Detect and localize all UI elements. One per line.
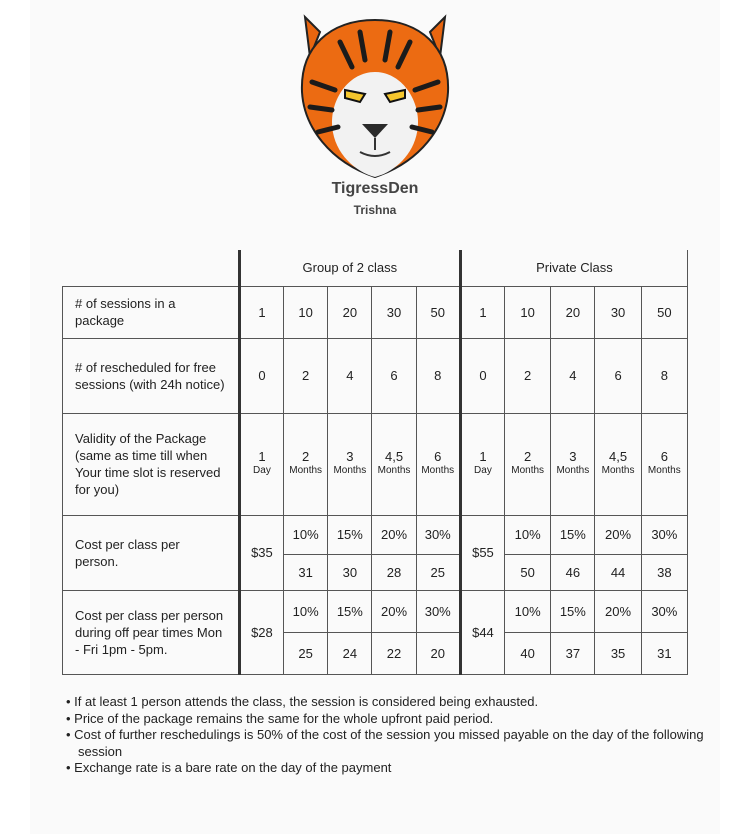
table-cell: 2 <box>505 338 551 413</box>
table-cell: 2 Months <box>505 413 551 515</box>
price-cell: 44 <box>595 554 641 590</box>
price-cell: 46 <box>551 554 595 590</box>
table-cell: 2 Months <box>284 413 328 515</box>
table-cell: 1 <box>239 286 283 338</box>
price-cell: 28 <box>372 554 416 590</box>
row-label: Cost per class per person. <box>63 515 240 590</box>
notes-list <box>66 694 706 777</box>
discount-cell: 20% <box>595 515 641 554</box>
table-cell: 8 <box>641 338 687 413</box>
row-label: Cost per class per person during off pear times Mon - Fri 1pm - 5pm. <box>63 590 240 674</box>
table-cell: 20 <box>328 286 372 338</box>
discount-cell: 20% <box>595 590 641 632</box>
tiger-head-icon <box>290 12 460 182</box>
discount-cell: 15% <box>328 590 372 632</box>
brand-name: TigressDen <box>331 180 419 197</box>
note-item: • Exchange rate is a bare rate on the day of the payment <box>66 760 392 775</box>
price-cell: 22 <box>372 632 416 674</box>
discount-cell: 10% <box>505 590 551 632</box>
base-price-cell: $44 <box>460 590 504 674</box>
table-cell: 6 <box>372 338 416 413</box>
price-cell: 38 <box>641 554 687 590</box>
price-cell: 20 <box>416 632 460 674</box>
table-cell: 0 <box>239 338 283 413</box>
discount-cell: 20% <box>372 590 416 632</box>
header-blank <box>63 250 240 286</box>
discount-cell: 15% <box>551 590 595 632</box>
price-cell: 31 <box>284 554 328 590</box>
table-cell: 20 <box>551 286 595 338</box>
price-cell: 37 <box>551 632 595 674</box>
table-cell: 50 <box>416 286 460 338</box>
table-cell: 2 <box>284 338 328 413</box>
price-cell: 25 <box>416 554 460 590</box>
table-cell: 4,5 Months <box>595 413 641 515</box>
note-item: • Price of the package remains the same for the whole upfront paid period. <box>66 710 494 726</box>
row-label: # of rescheduled for free sessions (with 24h notice) <box>63 338 240 413</box>
discount-cell: 10% <box>505 515 551 554</box>
table-cell: 10 <box>505 286 551 338</box>
base-price-cell: $35 <box>239 515 283 590</box>
discount-cell: 30% <box>641 590 687 632</box>
table-row <box>63 590 688 632</box>
note-item: • Cost of further reschedulings is 50% of the cost of the session you missed payable on the day of the following session <box>66 727 704 759</box>
price-cell: 35 <box>595 632 641 674</box>
table-row <box>63 515 688 554</box>
brand-subtitle: Trishna <box>353 203 397 217</box>
discount-cell: 30% <box>416 590 460 632</box>
table-cell: 3 Months <box>328 413 372 515</box>
table-row <box>63 338 688 413</box>
table-cell: 3 Months <box>551 413 595 515</box>
table-cell: 1 Day <box>460 413 504 515</box>
table-cell: 4 <box>328 338 372 413</box>
row-label: # of sessions in a package <box>63 286 240 338</box>
price-cell: 25 <box>284 632 328 674</box>
discount-cell: 10% <box>284 590 328 632</box>
base-price-cell: $55 <box>460 515 504 590</box>
price-cell: 24 <box>328 632 372 674</box>
group-class-header: Group of 2 class <box>239 250 460 286</box>
table-cell: 8 <box>416 338 460 413</box>
table-cell: 4 <box>551 338 595 413</box>
table-cell: 1 <box>460 286 504 338</box>
table-cell: 4,5 Months <box>372 413 416 515</box>
discount-cell: 10% <box>284 515 328 554</box>
discount-cell: 30% <box>416 515 460 554</box>
discount-cell: 30% <box>641 515 687 554</box>
row-label: Validity of the Package (same as time till when Your time slot is reserved for you) <box>63 413 240 515</box>
table-cell: 6 Months <box>641 413 687 515</box>
discount-cell: 15% <box>551 515 595 554</box>
table-cell: 6 <box>595 338 641 413</box>
table-cell: 0 <box>460 338 504 413</box>
private-class-header: Private Class <box>460 250 687 286</box>
discount-cell: 15% <box>328 515 372 554</box>
table-row <box>63 413 688 515</box>
pricing-table <box>62 250 688 675</box>
price-cell: 30 <box>328 554 372 590</box>
base-price-cell: $28 <box>239 590 283 674</box>
note-item: • If at least 1 person attends the class, the session is considered being exhausted. <box>66 694 539 709</box>
price-cell: 31 <box>641 632 687 674</box>
table-cell: 30 <box>372 286 416 338</box>
table-cell: 10 <box>284 286 328 338</box>
table-cell: 50 <box>641 286 687 338</box>
price-cell: 50 <box>505 554 551 590</box>
table-row <box>63 286 688 338</box>
price-cell: 40 <box>505 632 551 674</box>
table-cell: 6 Months <box>416 413 460 515</box>
table-cell: 30 <box>595 286 641 338</box>
table-cell: 1 Day <box>239 413 283 515</box>
discount-cell: 20% <box>372 515 416 554</box>
